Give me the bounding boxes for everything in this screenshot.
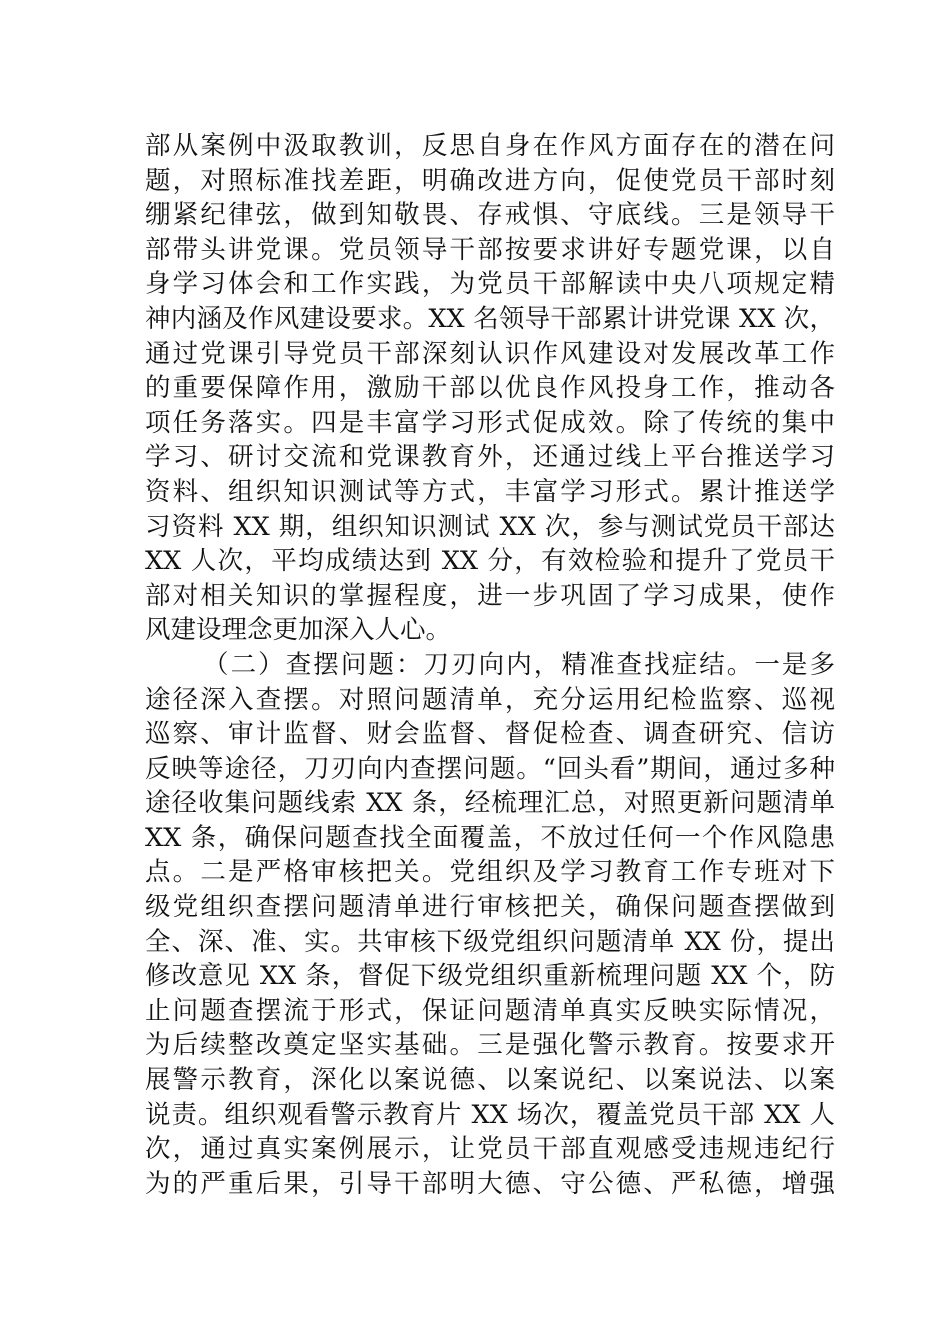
text-line: 说责。组织观看警示教育片 XX 场次，覆盖党员干部 XX 人 [145,1099,835,1130]
text-line: 习资料 XX 期，组织知识测试 XX 次，参与测试党员干部达 [145,511,835,542]
text-line: 的重要保障作用，激励干部以优良作风投身工作，推动各 [145,373,835,404]
paragraph-2 [145,648,835,1202]
text-line: 神内涵及作风建设要求。XX 名领导干部累计讲党课 XX 次， [145,303,835,334]
text-line: 止问题查摆流于形式，保证问题清单真实反映实际情况， [145,995,835,1026]
text-line: XX 条，确保问题查找全面覆盖，不放过任何一个作风隐患 [145,822,835,853]
text-line: XX 人次，平均成绩达到 XX 分，有效检验和提升了党员干 [145,546,835,577]
text-line: 学习、研讨交流和党课教育外，还通过线上平台推送学习 [145,442,835,473]
document-body [145,129,835,1201]
text-line: 通过党课引导党员干部深刻认识作风建设对发展改革工作 [145,338,835,369]
text-line: 巡察、审计监督、财会监督、督促检查、调查研究、信访 [145,719,835,750]
text-line: 途径收集问题线索 XX 条，经梳理汇总，对照更新问题清单 [145,788,835,819]
text-line: 资料、组织知识测试等方式，丰富学习形式。累计推送学 [145,476,835,507]
text-line: 反映等途径，刀刃向内查摆问题。“回头看”期间，通过多种 [145,753,835,784]
text-line: 部带头讲党课。党员领导干部按要求讲好专题党课，以自 [145,234,835,265]
text-line: 修改意见 XX 条，督促下级党组织重新梳理问题 XX 个，防 [145,961,835,992]
text-line: 绷紧纪律弦，做到知敬畏、存戒惧、守底线。三是领导干 [145,200,835,231]
text-line: 次，通过真实案例展示，让党员干部直观感受违规违纪行 [145,1134,835,1165]
text-line: 途径深入查摆。对照问题清单，充分运用纪检监察、巡视 [145,684,835,715]
text-line: 点。二是严格审核把关。党组织及学习教育工作专班对下 [145,857,835,888]
paragraph-1 [145,129,835,648]
text-line: 级党组织查摆问题清单进行审核把关，确保问题查摆做到 [145,892,835,923]
text-line: 为的严重后果，引导干部明大德、守公德、严私德，增强 [145,1168,835,1199]
text-line: 全、深、准、实。共审核下级党组织问题清单 XX 份，提出 [145,926,835,957]
text-line: 部从案例中汲取教训，反思自身在作风方面存在的潜在问 [145,131,835,161]
text-line: 展警示教育，深化以案说德、以案说纪、以案说法、以案 [145,1065,835,1096]
text-line: 身学习体会和工作实践，为党员干部解读中央八项规定精 [145,269,835,300]
section-heading-line: （二）查摆问题：刀刃向内，精准查找症结。一是多 [203,649,835,680]
text-line: 项任务落实。四是丰富学习形式促成效。除了传统的集中 [145,407,835,438]
text-line: 风建设理念更加深入人心。 [145,615,452,646]
text-line: 为后续整改奠定坚实基础。三是强化警示教育。按要求开 [145,1030,835,1061]
text-line: 部对相关知识的掌握程度，进一步巩固了学习成果，使作 [145,580,835,611]
text-line: 题，对照标准找差距，明确改进方向，促使党员干部时刻 [145,165,835,196]
